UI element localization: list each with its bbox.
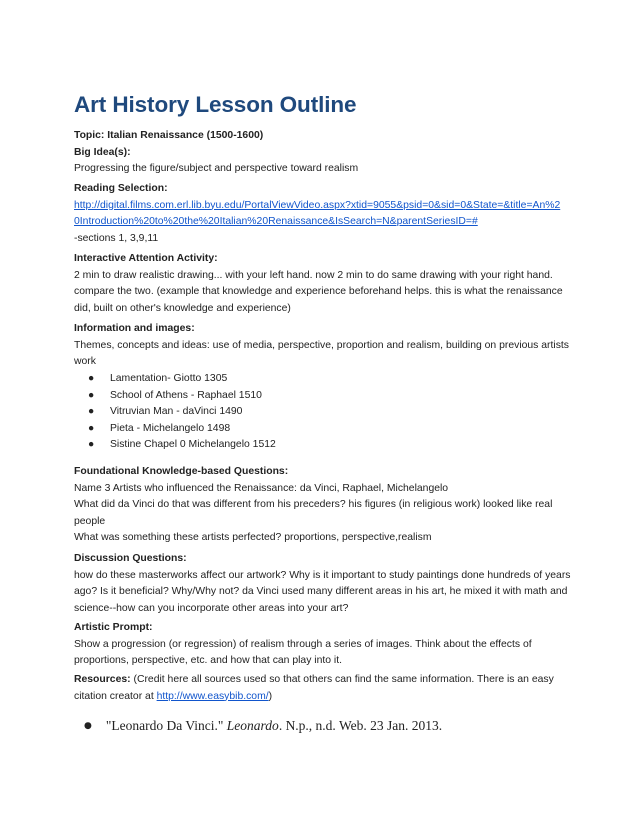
topic-heading: Topic: Italian Renaissance (1500-1600) xyxy=(74,130,264,141)
foundational-line-3: What was something these artists perfected? proportions, perspective,realism xyxy=(74,532,432,544)
prompt-heading: Artistic Prompt: xyxy=(74,622,153,633)
list-item: ● School of Athens - Raphael 1510 xyxy=(88,388,276,405)
reading-link-line-2: 0Introduction%20to%20the%20Italian%20Renaissance&IsSearch=N&parentSeriesID=# xyxy=(74,216,478,228)
bullet-icon: ● xyxy=(88,373,95,384)
easybib-link[interactable]: http://www.easybib.com/ xyxy=(156,690,269,702)
info-heading: Information and images: xyxy=(74,323,195,334)
discussion-text: how do these masterworks affect our artwork? Why is it important to study paintings done hundreds of years ago? Is it beneficial? Why/Why not? da Vinci used many different areas in his art, he mixed it with math and science--how can you incorporate other areas into your art? xyxy=(74,569,571,614)
bullet-icon: ● xyxy=(88,422,95,434)
artwork-list xyxy=(88,371,276,454)
citation-work: Leonardo xyxy=(226,718,279,733)
reading-heading: Reading Selection: xyxy=(74,183,168,194)
foundational-line-1: Name 3 Artists who influenced the Renaissance: da Vinci, Raphael, Michelangelo xyxy=(74,482,449,494)
attention-text: 2 min to draw realistic drawing... with your left hand. now 2 min to do same drawing with your right hand. compare the two. (example that knowledge and experience beforehand helps. this is what the renaissance did, built on other's knowledge and experience) xyxy=(74,269,563,314)
bullet-icon: ● xyxy=(88,389,95,401)
reading-sections: -sections 1, 3,9,11 xyxy=(74,232,159,244)
info-section xyxy=(74,321,574,371)
foundational-section xyxy=(74,464,574,547)
list-item: ● Vitruvian Man - daVinci 1490 xyxy=(88,404,276,421)
discussion-section xyxy=(74,551,574,617)
reading-link[interactable] xyxy=(74,198,574,231)
big-idea-heading: Big Idea(s): xyxy=(74,146,131,158)
page-title: Art History Lesson Outline xyxy=(74,92,357,117)
list-item: ● Sistine Chapel 0 Michelangelo 1512 xyxy=(88,437,276,454)
bullet-icon: ● xyxy=(84,721,92,731)
attention-section xyxy=(74,251,574,317)
resources-section xyxy=(74,672,574,705)
citation-author: "Leonardo Da Vinci." xyxy=(105,718,227,733)
foundational-heading: Foundational Knowledge-based Questions: xyxy=(74,466,289,477)
topic-section xyxy=(74,128,574,178)
reading-link-line-1: http://digital.films.com.erl.lib.byu.edu/PortalViewVideo.aspx?xtid=9055&psid=0&sid=0&State=&title=An%2 xyxy=(74,199,561,211)
bullet-icon: ● xyxy=(88,439,95,451)
info-text: Themes, concepts and ideas: use of media, perspective, proportion and realism, building on previous artists work xyxy=(74,339,569,368)
citation-item xyxy=(84,718,442,734)
prompt-section xyxy=(74,620,574,670)
prompt-text: Show a progression (or regression) of realism through a series of images. Think about the effects of proportions, perspective, etc. and how that can play into it. xyxy=(74,638,532,667)
reading-section xyxy=(74,181,574,247)
citation-rest: . N.p., n.d. Web. 23 Jan. 2013. xyxy=(278,718,443,733)
bullet-icon: ● xyxy=(88,406,95,418)
list-item: ● Pieta - Michelangelo 1498 xyxy=(88,421,276,438)
list-item: ● Lamentation- Giotto 1305 xyxy=(88,371,276,388)
big-idea-text: Progressing the figure/subject and perspective toward realism xyxy=(74,163,359,175)
resources-heading: Resources: xyxy=(74,674,131,685)
resources-text: (Credit here all sources used so that others can find the same information. There is an easy citation creator at xyxy=(74,674,554,702)
discussion-heading: Discussion Questions: xyxy=(74,553,187,564)
foundational-line-2: What did da Vinci do that was different from his preceders? his figures (in religious work) looked like real people xyxy=(74,499,553,527)
attention-heading: Interactive Attention Activity: xyxy=(74,253,218,264)
resources-close: ) xyxy=(268,690,273,702)
